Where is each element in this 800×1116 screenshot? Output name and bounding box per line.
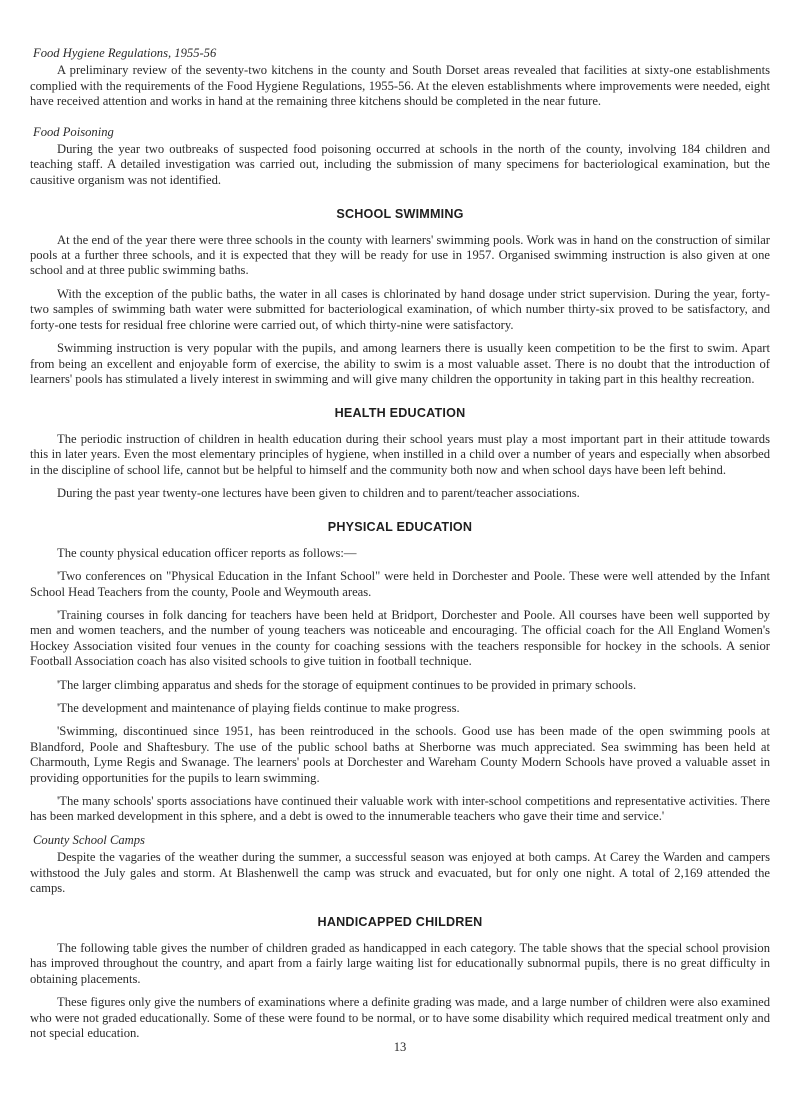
paragraph: The periodic instruction of children in health education during their school years must play a most important part in their attitude towards this in later years. Even the most elementary principles of hygiene, when instilled in a child over a number of years and especially when absorbed in the discipline of school life, cannot but be helpful to himself and the community both now and when school days have been left behind. xyxy=(30,431,770,477)
section-heading-food-hygiene: Food Hygiene Regulations, 1955-56 xyxy=(33,46,217,60)
section-heading-food-poisoning: Food Poisoning xyxy=(33,124,114,139)
section-heading-health-education: HEALTH EDUCATION xyxy=(334,406,466,421)
paragraph: 'The many schools' sports associations have continued their valuable work with inter-school competitions and representative activities. There has been marked development in this sphere, and a debt is owed to the innumerable teachers who gave their time and service.' xyxy=(30,794,770,824)
section-heading-school-swimming: SCHOOL SWIMMING xyxy=(336,207,464,222)
paragraph: 'Training courses in folk dancing for teachers have been held at Bridport, Dorchester and Poole. All courses have been well supported by men and women teachers, and the number of young teachers was noticeable and encouraging. The official coach for the All England Women's Hockey Association visited four venues in the county for coaching sessions with the teachers responsible for hockey in the schools. A senior Football Association coach has also visited schools to give tuition in football technique. xyxy=(30,607,770,669)
section-heading-handicapped-children: HANDICAPPED CHILDREN xyxy=(317,915,483,930)
section-heading-physical-education: PHYSICAL EDUCATION xyxy=(327,520,473,535)
paragraph: Swimming instruction is very popular with the pupils, and among learners there is usually keen competition to be the first to swim. Apart from being an excellent and enjoyable form of exercise, the ability to swim is a most valuable asset. There is no doubt that the introduction of learners' pools has stimulated a lively interest in swimming and will give many children the opportunity in taking part in this healthy recreation. xyxy=(30,341,770,386)
paragraph: Despite the vagaries of the weather during the summer, a successful season was enjoyed at both camps. At Carey the Warden and campers withstood the July gales and storm. At Blashenwell the camp was struck and evacuated, but for only one night. A total of 2,169 attended the camps. xyxy=(30,850,770,896)
paragraph: 'Swimming, discontinued since 1951, has been reintroduced in the schools. Good use has been made of the open swimming pools at Blandford, Poole and Shaftesbury. The use of the public school baths at Sherborne was much appreciated. Sea swimming has been held at Charmouth, Lyme Regis and Swanage. The learners' pools at Dorchester and Wareham County Modern Schools have proved a valuable asset in providing opportunities for the pupils to learn swimming. xyxy=(30,724,770,785)
paragraph: 'The larger climbing apparatus and sheds for the storage of equipment continues to be provided in primary schools. xyxy=(57,677,637,692)
paragraph: With the exception of the public baths, the water in all cases is chlorinated by hand dosage under strict supervision. During the year, forty-two samples of swimming bath water were submitted for bacteriological examination, of which number thirty-six proved to be satisfactory, and forty-one tests for residual free chlorine were carried out, of which thirty-nine were satisfactory. xyxy=(30,286,770,332)
paragraph: A preliminary review of the seventy-two kitchens in the county and South Dorset areas revealed that facilities at sixty-one establishments complied with the requirements of the Food Hygiene Regulations, 1955-56. At the eleven establishments where improvements were needed, eight have received attention and works in hand at the remaining three kitchens should be completed in the near future. xyxy=(30,63,770,109)
paragraph: During the year two outbreaks of suspected food poisoning occurred at schools in the north of the county, involving 184 children and teaching staff. A detailed investigation was carried out, including the submission of many specimens for bacteriological examination, but the causitive organism was not identified. xyxy=(30,142,770,187)
page-number: 13 xyxy=(393,1040,407,1054)
paragraph: The following table gives the number of children graded as handicapped in each category. The table shows that the special school provision has improved throughout the country, and apart from a fairly large waiting list for educationally subnormal pupils, there is no great difficulty in obtaining placements. xyxy=(30,940,770,986)
paragraph: These figures only give the numbers of examinations where a definite grading was made, and a large number of children were also examined who were not graded educationally. Some of these were found to be normal, or to have some disability which required medical treatment only and not special education. xyxy=(30,995,770,1040)
paragraph: The county physical education officer reports as follows:— xyxy=(57,545,357,560)
paragraph: During the past year twenty-one lectures have been given to children and to parent/teacher associations. xyxy=(57,485,580,500)
paragraph: 'Two conferences on "Physical Education in the Infant School" were held in Dorchester and Poole. These were well attended by the Infant School Head Teachers from the county, Poole and Weymouth areas. xyxy=(30,569,770,599)
section-heading-county-school-camps: County School Camps xyxy=(33,832,145,847)
paragraph: 'The development and maintenance of playing fields continue to make progress. xyxy=(57,701,460,715)
paragraph: At the end of the year there were three schools in the county with learners' swimming pools. Work was in hand on the construction of similar pools at a further three schools, and it is expected that they will be ready for use in 1957. Organised swimming instruction is also given at one school and at three public swimming baths. xyxy=(30,232,770,278)
